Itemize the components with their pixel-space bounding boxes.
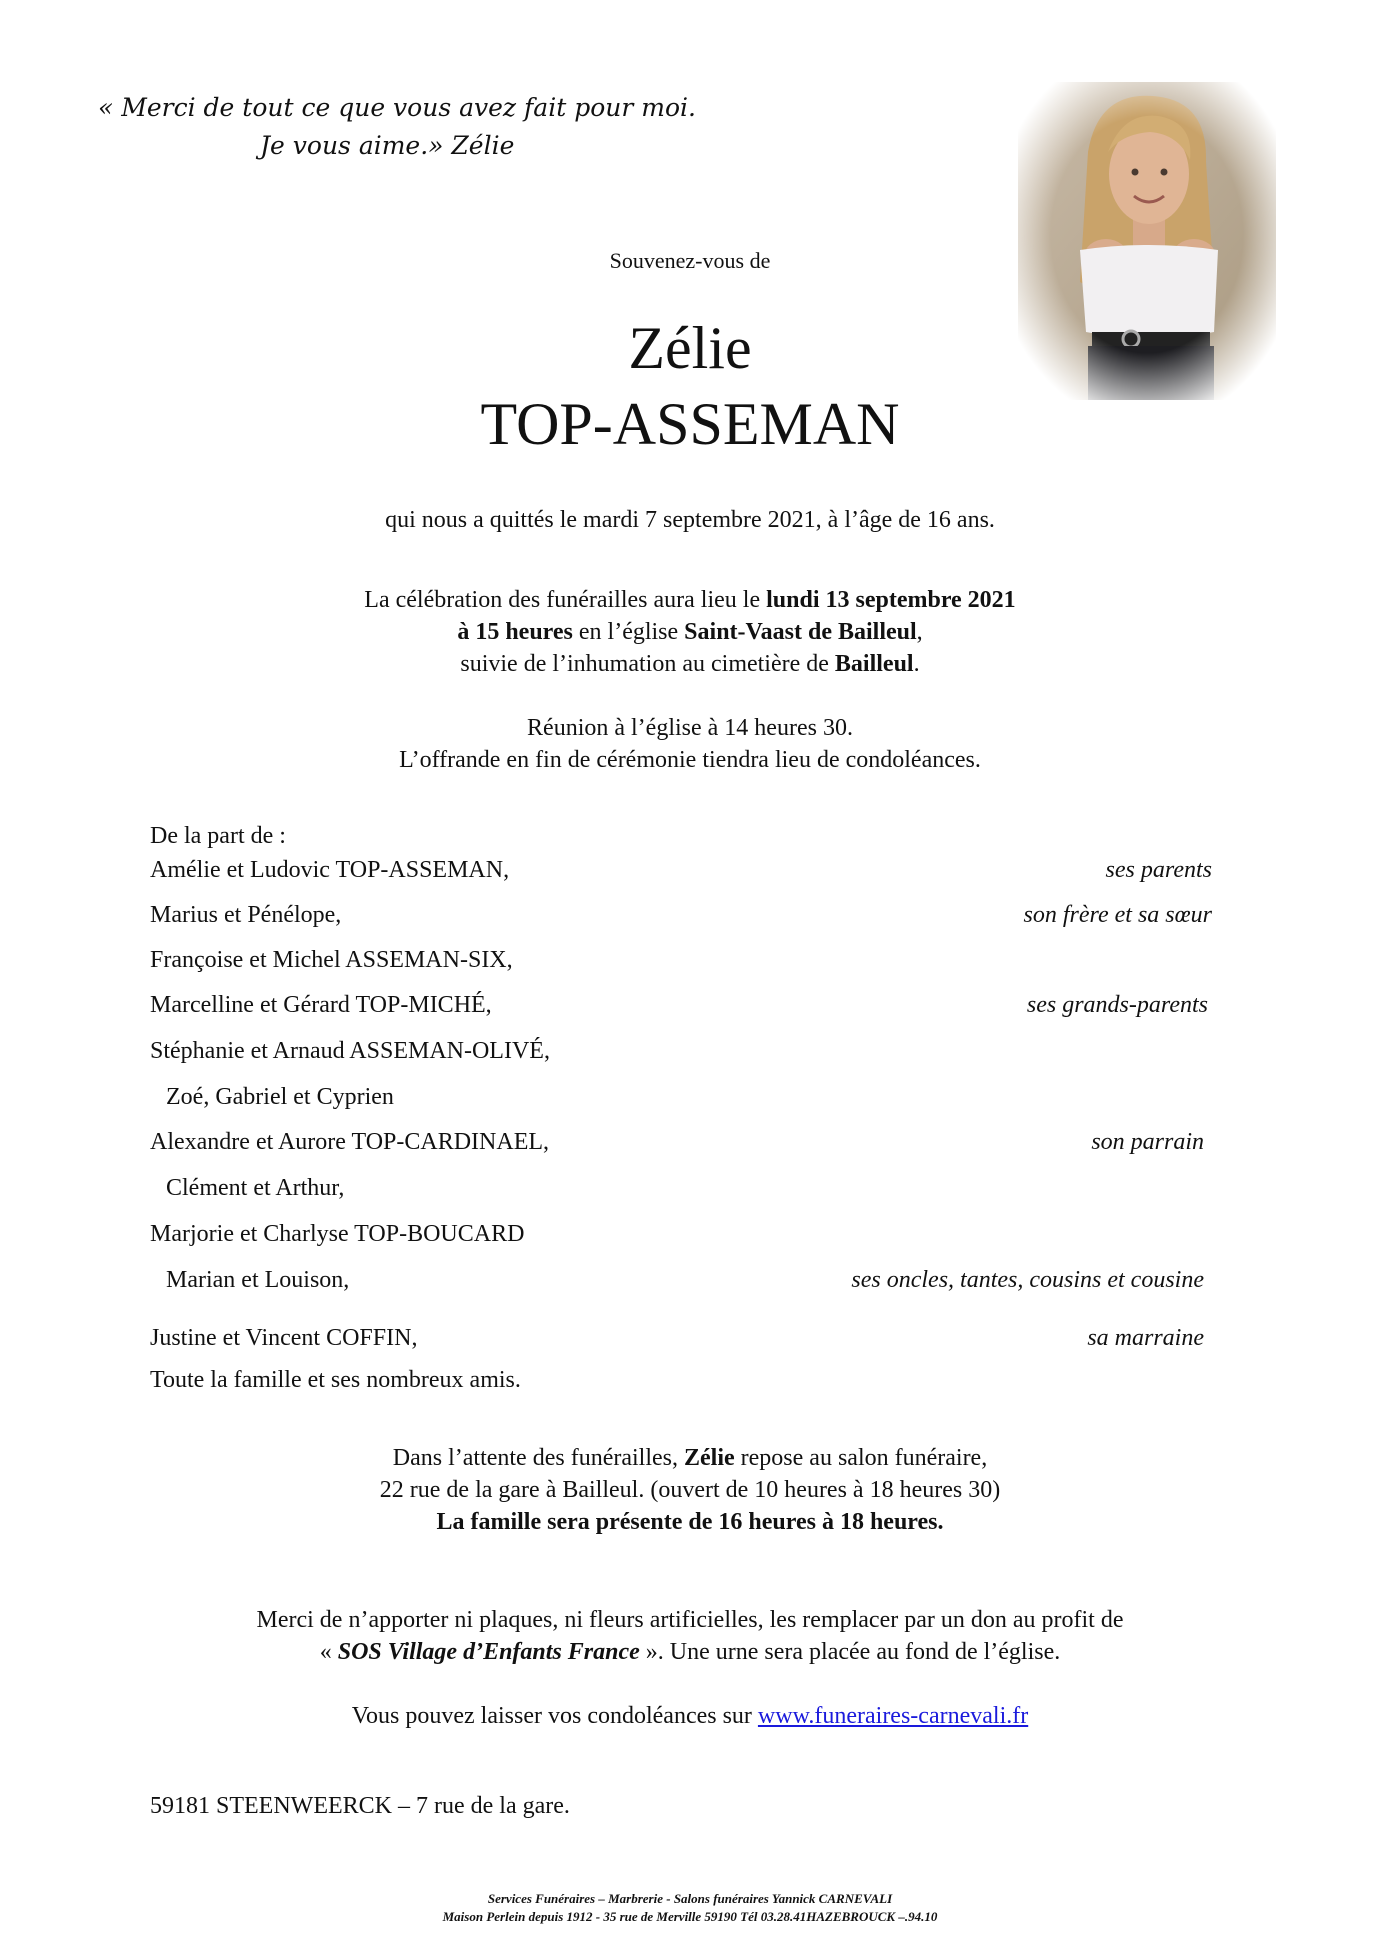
funeral-time: à 15 heures [457, 619, 573, 645]
family-row [150, 942, 1212, 978]
deceased-last-name: TOP-ASSEMAN [480, 391, 900, 457]
family-row [150, 987, 1212, 1023]
funeral-line-3-dot: . [913, 651, 920, 677]
quote-line-2: Je vous aime.» Zélie [260, 131, 515, 160]
family-row [150, 1033, 1212, 1069]
funeral-line-1 [150, 584, 1230, 616]
portrait-photo-icon [1018, 82, 1276, 400]
funeral-line-3-text: suivie de l’inhumation au cimetière de [460, 651, 835, 677]
rest-line-2: 22 rue de la gare à Bailleul. (ouvert de 10 heures à 18 heures 30) [379, 1477, 1001, 1503]
family-member: Marian et Louison, [166, 1267, 350, 1293]
footer-line-1: Services Funéraires – Marbrerie - Salons funéraires Yannick CARNEVALI [487, 1891, 893, 1906]
donation-quote-open: « [319, 1639, 338, 1665]
family-member: Marjorie et Charlyse TOP-BOUCARD [150, 1221, 525, 1247]
family-intro: De la part de : [150, 823, 286, 849]
address: 59181 STEENWEERCK – 7 rue de la gare. [150, 1793, 570, 1819]
family-relation: sa marraine [1087, 1325, 1204, 1351]
rest-line-1-text: Dans l’attente des funérailles, [392, 1445, 684, 1471]
family-member: Marcelline et Gérard TOP-MICHÉ, [150, 992, 492, 1018]
rest-name: Zélie [684, 1445, 735, 1471]
family-row [150, 1124, 1212, 1160]
family-member: Marius et Pénélope, [150, 902, 342, 928]
footer-line-2: Maison Perlein depuis 1912 - 35 rue de Merville 59190 Tél 03.28.41HAZEBROUCK –.94.10 [442, 1909, 938, 1924]
rest-line-1-end: repose au salon funéraire, [734, 1445, 988, 1471]
condolences-text: Vous pouvez laisser vos condoléances sur [351, 1703, 758, 1729]
family-row [150, 1362, 1212, 1398]
condolences-link[interactable]: www.funeraires-carnevali.fr [757, 1703, 1029, 1729]
deceased-first-name: Zélie [628, 315, 752, 381]
family-member: Clément et Arthur, [166, 1175, 345, 1201]
family-member: Toute la famille et ses nombreux amis. [150, 1367, 521, 1393]
family-row [150, 1170, 1212, 1206]
family-relation: son frère et sa sœur [1023, 902, 1212, 928]
death-notice: qui nous a quittés le mardi 7 septembre 2021, à l’âge de 16 ans. [385, 507, 995, 533]
funeral-date: lundi 13 septembre 2021 [766, 587, 1016, 613]
donation-line-2-text: ». Une urne sera placée au fond de l’église. [639, 1639, 1061, 1665]
rest-line-3: La famille sera présente de 16 heures à 18 heures. [436, 1509, 944, 1535]
family-relation: ses grands-parents [1026, 992, 1208, 1018]
donation-line-2 [150, 1636, 1230, 1668]
funeral-line-2 [150, 616, 1230, 648]
family-row [150, 1216, 1212, 1252]
funeral-line-1-text: La célébration des funérailles aura lieu le [364, 587, 767, 613]
family-member: Alexandre et Aurore TOP-CARDINAEL, [150, 1129, 550, 1155]
intro-text: Souvenez-vous de [609, 248, 771, 273]
family-member: Françoise et Michel ASSEMAN-SIX, [150, 947, 513, 973]
family-relation: ses oncles, tantes, cousins et cousine [851, 1267, 1204, 1293]
family-member: Justine et Vincent COFFIN, [150, 1325, 418, 1351]
family-relation: son parrain [1091, 1129, 1204, 1155]
charity-name: SOS Village d’Enfants France [337, 1639, 640, 1665]
condolences-line [150, 1700, 1230, 1732]
family-row [150, 897, 1212, 933]
family-relation: ses parents [1105, 857, 1212, 883]
meeting-line-1: Réunion à l’église à 14 heures 30. [527, 715, 853, 741]
family-row [150, 1079, 1212, 1115]
meeting-line-2: L’offrande en fin de cérémonie tiendra lieu de condoléances. [399, 747, 981, 773]
family-member: Amélie et Ludovic TOP-ASSEMAN, [150, 857, 510, 883]
family-member: Stéphanie et Arnaud ASSEMAN-OLIVÉ, [150, 1038, 550, 1064]
rest-line-1 [150, 1442, 1230, 1474]
family-row [150, 1320, 1212, 1356]
family-row [150, 1262, 1212, 1298]
funeral-line-2-comma: , [916, 619, 923, 645]
burial-place: Bailleul [834, 651, 914, 677]
funeral-line-2-text: en l’église [572, 619, 685, 645]
funeral-line-3 [150, 648, 1230, 680]
family-member: Zoé, Gabriel et Cyprien [166, 1084, 394, 1110]
family-row [150, 852, 1212, 888]
quote-line-1: « Merci de tout ce que vous avez fait pour moi. [98, 93, 696, 122]
funeral-church: Saint-Vaast de Bailleul [684, 619, 917, 645]
donation-line-1: Merci de n’apporter ni plaques, ni fleurs artificielles, les remplacer par un don au profit de [256, 1607, 1124, 1633]
